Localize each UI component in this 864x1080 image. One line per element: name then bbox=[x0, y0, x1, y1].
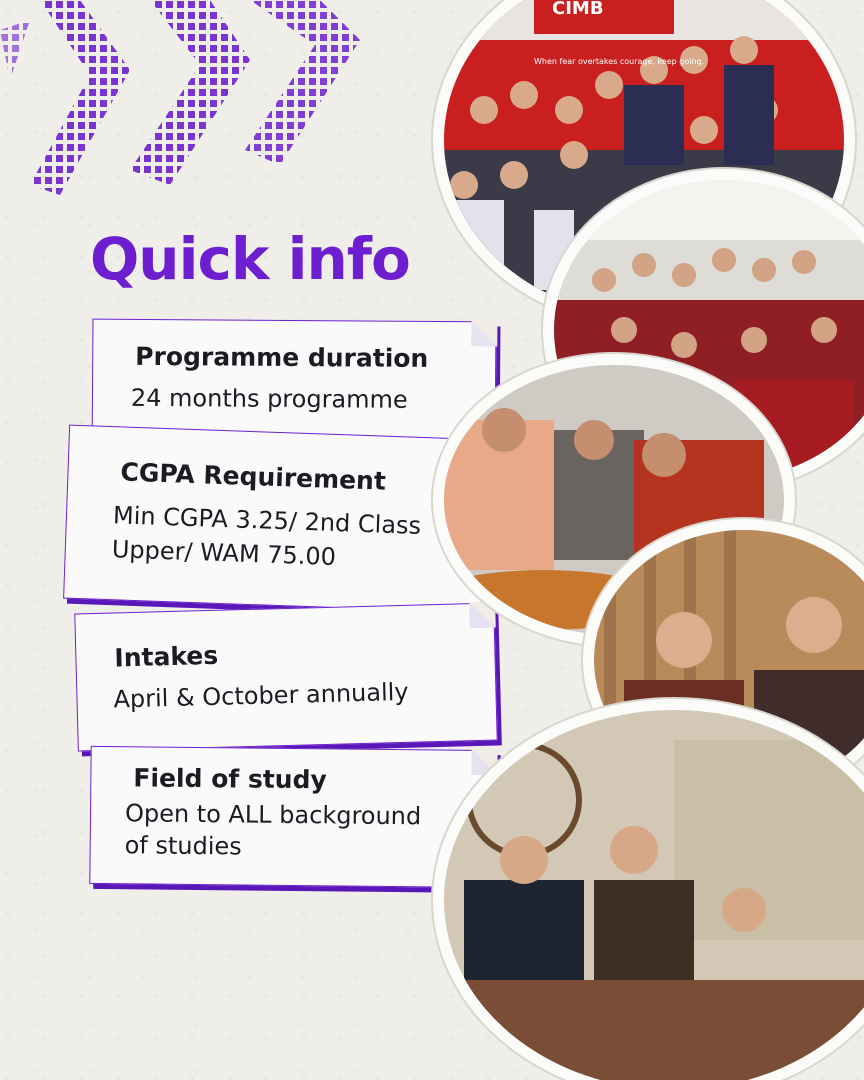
card-heading: CGPA Requirement bbox=[120, 457, 387, 496]
photo-collage bbox=[424, 0, 864, 1080]
card-heading: Field of study bbox=[133, 763, 327, 795]
photo-slogan-text: When fear overtakes courage, keep going. bbox=[534, 57, 705, 66]
card-value-line1: Open to ALL background bbox=[124, 799, 422, 831]
page-title: Quick info bbox=[90, 225, 410, 293]
card-heading: Intakes bbox=[114, 640, 219, 673]
card-value: 24 months programme bbox=[130, 383, 408, 414]
card-value-line2: of studies bbox=[124, 831, 242, 861]
photo-sign-text: CIMB bbox=[552, 0, 604, 19]
dotted-chevron-decoration bbox=[0, 0, 380, 210]
card-value-line1: Min CGPA 3.25/ 2nd Class bbox=[112, 501, 422, 540]
card-value: April & October annually bbox=[113, 677, 409, 714]
card-heading: Programme duration bbox=[135, 341, 429, 373]
card-value-line2: Upper/ WAM 75.00 bbox=[111, 535, 337, 572]
